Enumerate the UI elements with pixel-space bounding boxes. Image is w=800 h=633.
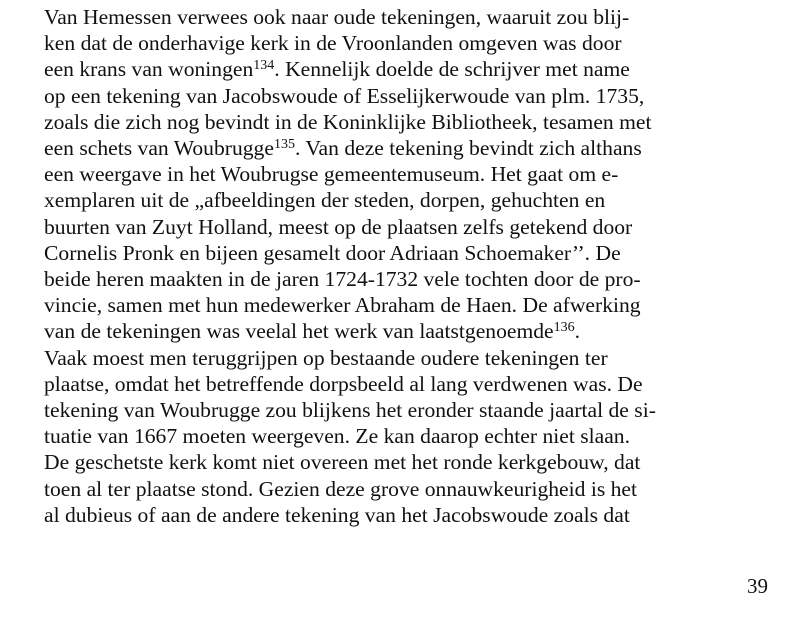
- line-text: een krans van woningen: [44, 57, 254, 82]
- line-text: plaatse, omdat het betreffende dorpsbeeld al lang verdwenen was. De: [44, 371, 643, 396]
- line-text: tekening van Woubrugge zou blijkens het eronder staande jaartal de si-: [44, 398, 656, 422]
- text-line: [44, 30, 774, 57]
- text-line: [44, 502, 774, 529]
- text-line: [44, 449, 774, 476]
- line-text: een schets van Woubrugge: [44, 136, 274, 160]
- page-number: 39: [747, 574, 768, 598]
- text-line: [44, 345, 774, 372]
- text-line: [44, 423, 774, 450]
- text-line: [44, 240, 774, 267]
- line-text: Van Hemessen verwees ook naar oude tekeningen, waaruit zou blij-: [44, 5, 630, 29]
- text-line: [44, 109, 774, 136]
- line-text: toen al ter plaatse stond. Gezien deze grove onnauwkeurigheid is het: [44, 476, 638, 501]
- text-line: [44, 4, 774, 31]
- line-text-continuation: . Van deze tekening bevindt zich althans: [294, 136, 642, 160]
- text-line: [44, 371, 774, 398]
- line-text: buurten van Zuyt Holland, meest op de plaatsen zelfs getekend door: [44, 214, 633, 239]
- line-text-continuation: .: [574, 319, 581, 344]
- text-line: [44, 187, 774, 214]
- line-text: op een tekening van Jacobswoude of Esselijkerwoude van plm. 1735,: [44, 83, 645, 108]
- text-line: [44, 161, 774, 188]
- line-text: vincie, samen met hun medewerker Abraham de Haen. De afwerking: [44, 293, 641, 318]
- line-text: een weergave in het Woubrugse gemeentemuseum. Het gaat om e-: [44, 162, 619, 187]
- text-line: [44, 135, 774, 162]
- line-text: ken dat de onderhavige kerk in de Vroonlanden omgeven was door: [44, 31, 622, 56]
- text-line: [44, 83, 774, 110]
- text-line: [44, 56, 774, 83]
- line-text: Cornelis Pronk en bijeen gesamelt door Adriaan Schoemaker’’. De: [44, 240, 621, 265]
- text-line: [44, 318, 774, 345]
- line-text: beide heren maakten in de jaren 1724-1732 vele tochten door de pro-: [44, 267, 641, 291]
- line-text: van de tekeningen was veelal het werk van laatstgenoemde: [44, 319, 554, 344]
- line-text: De geschetste kerk komt niet overeen met het ronde kerkgebouw, dat: [44, 450, 641, 475]
- footnote-reference: 134: [253, 58, 275, 74]
- line-text-continuation: . Kennelijk doelde de schrijver met name: [274, 57, 630, 82]
- line-text: xemplaren uit de „afbeeldingen der steden, dorpen, gehuchten en: [44, 188, 606, 213]
- footnote-reference: 135: [273, 137, 295, 152]
- line-text: al dubieus of aan de andere tekening van het Jacobswoude zoals dat: [44, 502, 630, 527]
- text-line: [44, 292, 774, 319]
- footnote-reference: 136: [553, 320, 575, 336]
- line-text: zoals die zich nog bevindt in de Koninklijke Bibliotheek, tesamen met: [44, 109, 652, 134]
- text-line: [44, 476, 774, 503]
- line-text: Vaak moest men teruggrijpen op bestaande oudere tekeningen ter: [44, 345, 608, 370]
- text-line: [44, 214, 774, 241]
- text-line: [44, 266, 774, 293]
- line-text: tuatie van 1667 moeten weergeven. Ze kan daarop echter niet slaan.: [44, 424, 630, 449]
- text-line: [44, 397, 774, 424]
